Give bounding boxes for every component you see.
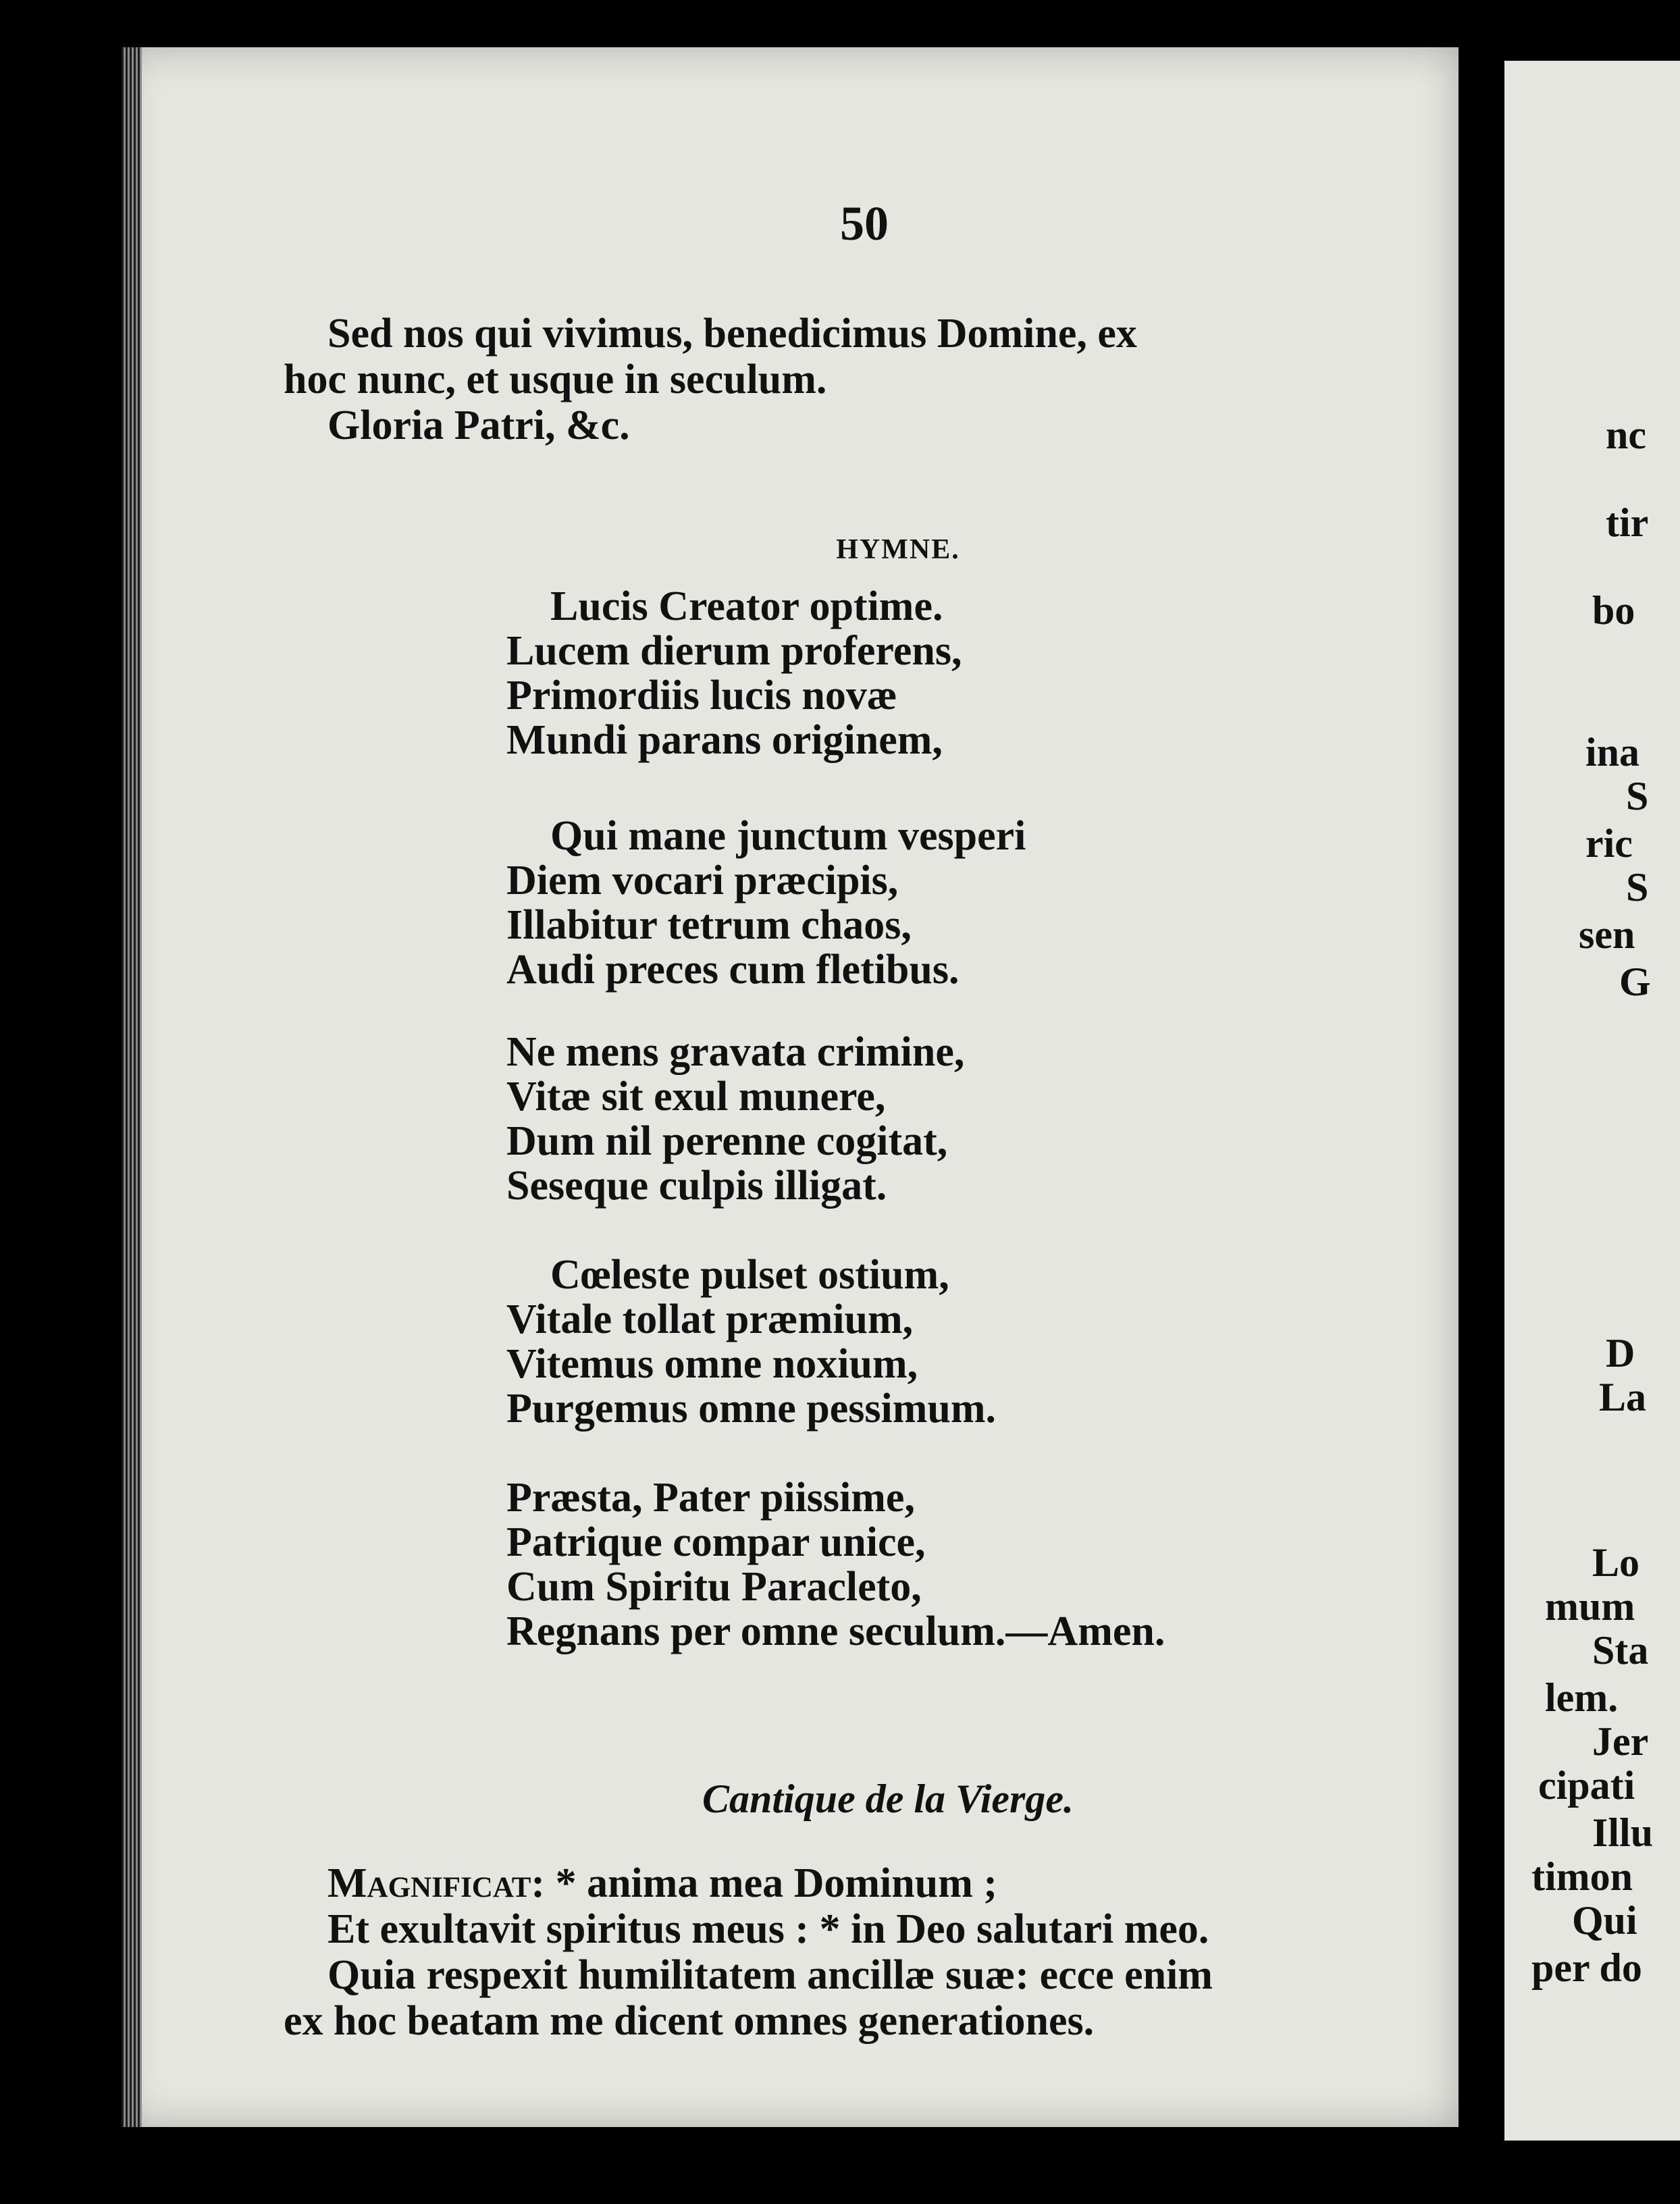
- right-fragment: Qui: [1572, 1898, 1637, 1943]
- stanza-5: [506, 1475, 1165, 1654]
- right-fragment: ina: [1585, 730, 1640, 775]
- page-number: 50: [840, 196, 889, 251]
- right-fragment: timon: [1531, 1854, 1633, 1899]
- stanza-line: Regnans per omne seculum.—Amen.: [506, 1608, 1165, 1654]
- stanza-line: Purgemus omne pessimum.: [506, 1386, 997, 1432]
- right-fragment: Lo: [1592, 1540, 1640, 1585]
- right-fragment: per do: [1531, 1945, 1642, 1990]
- stanza-line: Lucem dierum proferens,: [506, 628, 962, 674]
- stanza-line: Seseque culpis illigat.: [506, 1163, 887, 1209]
- stanza-1: [506, 584, 962, 762]
- magnificat-rest: * anima mea Dominum ;: [555, 1860, 997, 1906]
- right-fragment: mum: [1545, 1584, 1635, 1629]
- right-fragment: cipati: [1538, 1763, 1635, 1808]
- stanza-line: Audi preces cum fletibus.: [506, 947, 960, 993]
- stanza-line: Vitale tollat præmium,: [506, 1296, 914, 1342]
- right-fragment: D: [1606, 1331, 1635, 1375]
- cantique-title: Cantique de la Vierge.: [702, 1777, 1074, 1821]
- right-fragment: S: [1626, 774, 1649, 818]
- stanza-line: Dum nil perenne cogitat,: [506, 1118, 948, 1164]
- right-fragment: Jer: [1592, 1719, 1649, 1764]
- stanza-line: Qui mane junctum vesperi: [550, 813, 1026, 859]
- quia-line-1: Quia respexit humilitatem ancillæ suæ: ecce enim: [327, 1952, 1213, 1998]
- stanza-line: Vitæ sit exul munere,: [506, 1074, 886, 1120]
- stanza-line: Illabitur tetrum chaos,: [506, 902, 912, 948]
- right-fragment: nc: [1606, 413, 1646, 457]
- exultavit-line: Et exultavit spiritus meus : * in Deo salutari meo.: [327, 1906, 1209, 1952]
- magnificat-paragraph: [284, 1860, 1350, 2044]
- hymn-heading: HYMNE.: [836, 534, 960, 565]
- right-fragment: S: [1626, 865, 1649, 910]
- opening-line-2: hoc nunc, et usque in seculum.: [284, 357, 827, 402]
- left-page: [122, 47, 1459, 2127]
- stanza-line: Præsta, Pater piissime,: [506, 1475, 915, 1521]
- stanza-line: Mundi parans originem,: [506, 717, 943, 763]
- right-fragment: tir: [1606, 500, 1649, 545]
- right-fragment: sen: [1579, 912, 1635, 957]
- right-fragment: ric: [1585, 821, 1633, 866]
- right-fragment: bo: [1592, 588, 1635, 633]
- gloria-line: Gloria Patri, &c.: [327, 402, 630, 448]
- right-fragment: Illu: [1592, 1810, 1654, 1855]
- right-fragment: lem.: [1545, 1675, 1619, 1720]
- binding-edge: [122, 47, 142, 2127]
- magnificat-line: [284, 1860, 1350, 1906]
- opening-paragraph: [284, 311, 1337, 448]
- opening-line-1: Sed nos qui vivimus, benedicimus Domine, ex: [327, 311, 1137, 357]
- right-fragment: La: [1599, 1375, 1647, 1419]
- quia-line-2: ex hoc beatam me dicent omnes generationes.: [284, 1998, 1095, 2044]
- stanza-line: Ne mens gravata crimine,: [506, 1029, 965, 1075]
- stanza-4: [506, 1253, 996, 1431]
- stanza-line: Patrique compar unice,: [506, 1519, 926, 1565]
- stanza-line: Cum Spiritu Paracleto,: [506, 1564, 922, 1610]
- right-page: [1504, 61, 1680, 2141]
- stanza-line: Vitemus omne noxium,: [506, 1341, 918, 1387]
- stanza-line: Diem vocari præcipis,: [506, 858, 899, 903]
- right-fragment: G: [1619, 960, 1651, 1004]
- right-fragment: Sta: [1592, 1628, 1649, 1673]
- stanza-2: [506, 814, 1026, 992]
- stanza-line: Cœleste pulset ostium,: [550, 1252, 949, 1298]
- stanza-3: [506, 1030, 964, 1208]
- magnificat-word: Magnificat:: [327, 1860, 546, 1906]
- stanza-line: Lucis Creator optime.: [550, 583, 943, 629]
- stanza-line: Primordiis lucis novæ: [506, 673, 897, 718]
